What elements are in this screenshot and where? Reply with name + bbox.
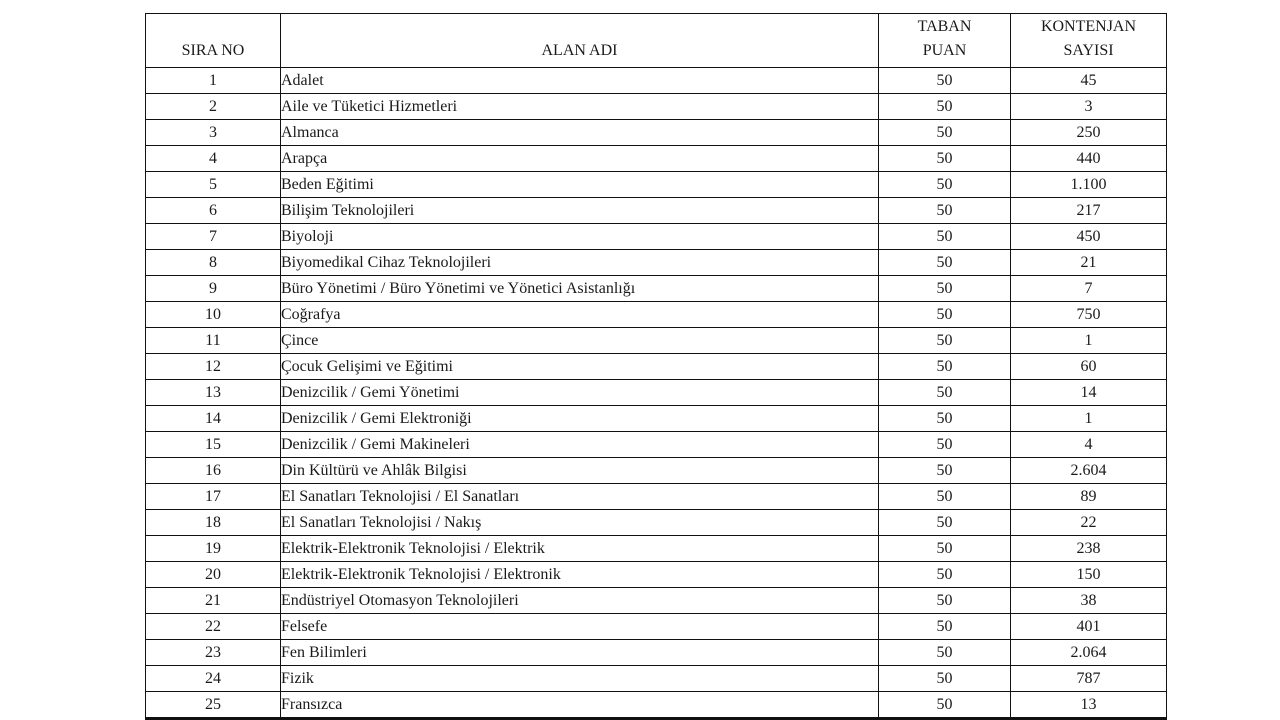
table-row — [146, 536, 1167, 562]
row-number: 24 — [146, 666, 281, 692]
row-number: 23 — [146, 640, 281, 666]
row-field-name: Biyoloji — [281, 224, 879, 250]
row-number: 4 — [146, 146, 281, 172]
row-field-name: Büro Yönetimi / Büro Yönetimi ve Yönetici Asistanlığı — [281, 276, 879, 302]
quota-table — [145, 13, 1167, 720]
row-number: 1 — [146, 68, 281, 94]
row-base-score: 50 — [879, 172, 1011, 198]
row-base-score: 50 — [879, 692, 1011, 719]
row-field-name: Çocuk Gelişimi ve Eğitimi — [281, 354, 879, 380]
table-row — [146, 94, 1167, 120]
row-number: 8 — [146, 250, 281, 276]
row-number: 3 — [146, 120, 281, 146]
header-sira-no: SIRA NO — [146, 14, 281, 68]
table-row — [146, 354, 1167, 380]
row-field-name: Endüstriyel Otomasyon Teknolojileri — [281, 588, 879, 614]
table-row — [146, 510, 1167, 536]
table-row — [146, 120, 1167, 146]
row-quota: 45 — [1011, 68, 1167, 94]
row-number: 17 — [146, 484, 281, 510]
row-number: 25 — [146, 692, 281, 719]
row-field-name: Coğrafya — [281, 302, 879, 328]
row-quota: 1.100 — [1011, 172, 1167, 198]
row-field-name: Fransızca — [281, 692, 879, 719]
row-quota: 1 — [1011, 328, 1167, 354]
row-number: 5 — [146, 172, 281, 198]
row-quota: 450 — [1011, 224, 1167, 250]
row-quota: 2.064 — [1011, 640, 1167, 666]
table-row — [146, 614, 1167, 640]
row-base-score: 50 — [879, 302, 1011, 328]
row-field-name: Adalet — [281, 68, 879, 94]
row-field-name: Fizik — [281, 666, 879, 692]
row-quota: 3 — [1011, 94, 1167, 120]
table-row — [146, 458, 1167, 484]
row-quota: 1 — [1011, 406, 1167, 432]
row-base-score: 50 — [879, 588, 1011, 614]
table-row — [146, 432, 1167, 458]
row-base-score: 50 — [879, 328, 1011, 354]
row-quota: 89 — [1011, 484, 1167, 510]
row-base-score: 50 — [879, 614, 1011, 640]
table-row — [146, 198, 1167, 224]
row-quota: 7 — [1011, 276, 1167, 302]
table-header-row — [146, 14, 1167, 68]
table-row — [146, 562, 1167, 588]
row-field-name: Bilişim Teknolojileri — [281, 198, 879, 224]
row-number: 14 — [146, 406, 281, 432]
table-row — [146, 276, 1167, 302]
table-row — [146, 250, 1167, 276]
row-field-name: El Sanatları Teknolojisi / Nakış — [281, 510, 879, 536]
table-row — [146, 588, 1167, 614]
row-quota: 750 — [1011, 302, 1167, 328]
row-base-score: 50 — [879, 484, 1011, 510]
row-number: 6 — [146, 198, 281, 224]
row-quota: 2.604 — [1011, 458, 1167, 484]
row-quota: 401 — [1011, 614, 1167, 640]
table-row — [146, 328, 1167, 354]
row-field-name: Arapça — [281, 146, 879, 172]
table-row — [146, 224, 1167, 250]
row-base-score: 50 — [879, 198, 1011, 224]
row-base-score: 50 — [879, 146, 1011, 172]
row-quota: 60 — [1011, 354, 1167, 380]
row-number: 20 — [146, 562, 281, 588]
row-base-score: 50 — [879, 562, 1011, 588]
row-field-name: Denizcilik / Gemi Makineleri — [281, 432, 879, 458]
row-field-name: Din Kültürü ve Ahlâk Bilgisi — [281, 458, 879, 484]
row-number: 18 — [146, 510, 281, 536]
row-field-name: Almanca — [281, 120, 879, 146]
header-alan-adi: ALAN ADI — [281, 14, 879, 68]
row-quota: 217 — [1011, 198, 1167, 224]
row-quota: 14 — [1011, 380, 1167, 406]
row-base-score: 50 — [879, 224, 1011, 250]
row-number: 9 — [146, 276, 281, 302]
row-number: 22 — [146, 614, 281, 640]
row-quota: 38 — [1011, 588, 1167, 614]
row-number: 13 — [146, 380, 281, 406]
table-body — [146, 68, 1167, 719]
row-field-name: Fen Bilimleri — [281, 640, 879, 666]
row-number: 10 — [146, 302, 281, 328]
row-quota: 150 — [1011, 562, 1167, 588]
row-quota: 22 — [1011, 510, 1167, 536]
row-field-name: Biyomedikal Cihaz Teknolojileri — [281, 250, 879, 276]
row-quota: 440 — [1011, 146, 1167, 172]
table-row — [146, 146, 1167, 172]
table-row — [146, 692, 1167, 719]
row-base-score: 50 — [879, 458, 1011, 484]
header-taban-puan: TABAN PUAN — [879, 14, 1011, 68]
header-kontenjan-sayisi: KONTENJAN SAYISI — [1011, 14, 1167, 68]
row-base-score: 50 — [879, 120, 1011, 146]
row-field-name: Aile ve Tüketici Hizmetleri — [281, 94, 879, 120]
row-field-name: Elektrik-Elektronik Teknolojisi / Elektronik — [281, 562, 879, 588]
row-field-name: Elektrik-Elektronik Teknolojisi / Elektrik — [281, 536, 879, 562]
row-base-score: 50 — [879, 250, 1011, 276]
row-field-name: El Sanatları Teknolojisi / El Sanatları — [281, 484, 879, 510]
row-quota: 250 — [1011, 120, 1167, 146]
row-base-score: 50 — [879, 432, 1011, 458]
row-quota: 4 — [1011, 432, 1167, 458]
row-quota: 21 — [1011, 250, 1167, 276]
row-number: 11 — [146, 328, 281, 354]
table-row — [146, 484, 1167, 510]
row-base-score: 50 — [879, 94, 1011, 120]
row-number: 7 — [146, 224, 281, 250]
row-base-score: 50 — [879, 68, 1011, 94]
row-quota: 787 — [1011, 666, 1167, 692]
row-field-name: Çince — [281, 328, 879, 354]
table-row — [146, 172, 1167, 198]
table-row — [146, 406, 1167, 432]
row-number: 21 — [146, 588, 281, 614]
row-number: 12 — [146, 354, 281, 380]
table-row — [146, 380, 1167, 406]
row-base-score: 50 — [879, 666, 1011, 692]
row-base-score: 50 — [879, 640, 1011, 666]
row-base-score: 50 — [879, 406, 1011, 432]
table-row — [146, 640, 1167, 666]
table-row — [146, 68, 1167, 94]
row-base-score: 50 — [879, 380, 1011, 406]
row-field-name: Beden Eğitimi — [281, 172, 879, 198]
table-row — [146, 302, 1167, 328]
row-field-name: Denizcilik / Gemi Elektroniği — [281, 406, 879, 432]
row-quota: 238 — [1011, 536, 1167, 562]
row-base-score: 50 — [879, 510, 1011, 536]
row-quota: 13 — [1011, 692, 1167, 719]
row-base-score: 50 — [879, 276, 1011, 302]
row-field-name: Felsefe — [281, 614, 879, 640]
row-base-score: 50 — [879, 536, 1011, 562]
row-number: 19 — [146, 536, 281, 562]
table-row — [146, 666, 1167, 692]
row-field-name: Denizcilik / Gemi Yönetimi — [281, 380, 879, 406]
row-base-score: 50 — [879, 354, 1011, 380]
row-number: 15 — [146, 432, 281, 458]
row-number: 2 — [146, 94, 281, 120]
row-number: 16 — [146, 458, 281, 484]
